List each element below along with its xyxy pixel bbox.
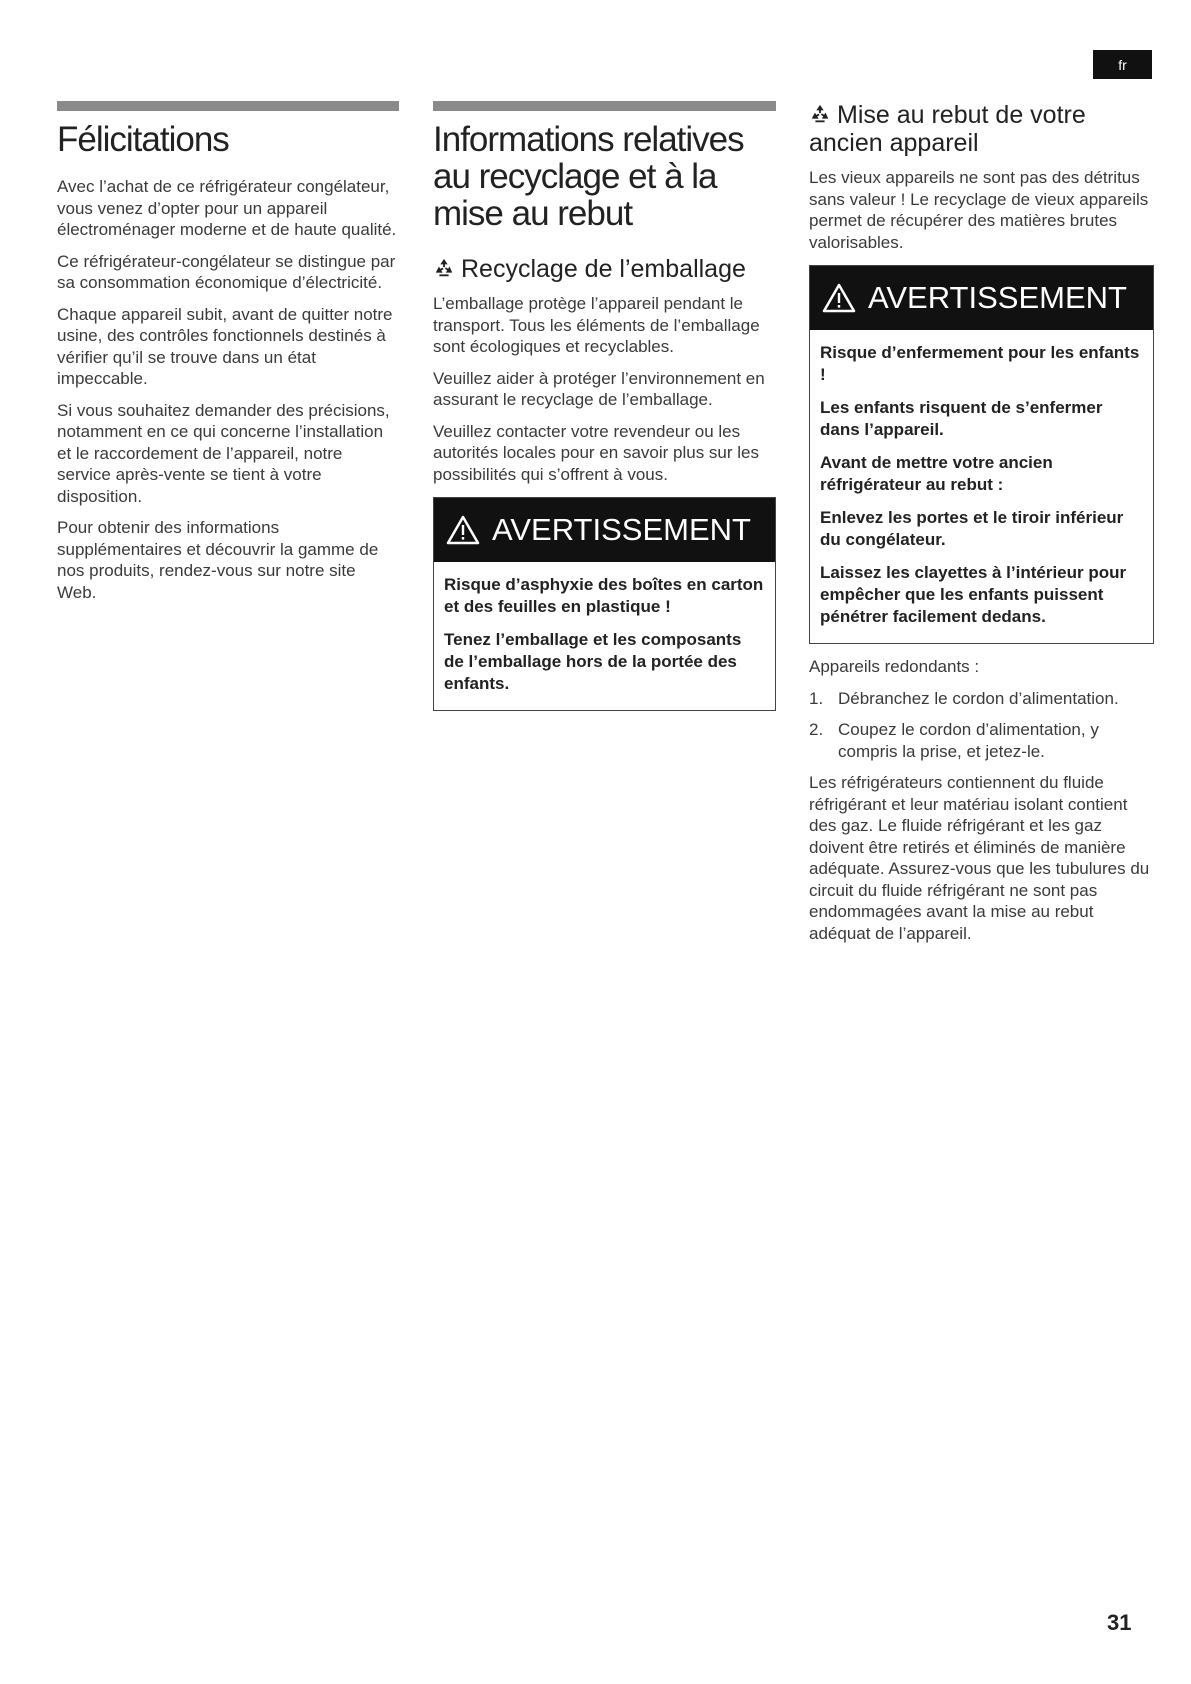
recycle-icon (809, 103, 831, 125)
warning-line: Les enfants risquent de s’enfermer dans l’appareil. (820, 398, 1103, 439)
warning-triangle-icon (446, 515, 480, 545)
warning-line: Risque d’enfermement pour les enfants ! (820, 343, 1140, 384)
step-text: Débranchez le cordon d’alimentation. (838, 688, 1119, 708)
felicitations-heading: Félicitations (57, 120, 229, 159)
paragraph: Ce réfrigérateur-congélateur se distingue par sa consommation économique d’électricité. (57, 251, 396, 292)
warning-label: AVERTISSEMENT (868, 280, 1127, 315)
recycling-heading: Informations relatives au recyclage et à la mise au rebut (433, 120, 744, 233)
warning-triangle-icon (822, 283, 856, 313)
recycle-icon (433, 257, 455, 279)
disposal-body (809, 101, 1154, 954)
packaging-recycling-heading (433, 255, 776, 283)
recycling-body (433, 255, 776, 723)
language-badge: fr (1093, 50, 1152, 79)
warning-text (434, 562, 775, 710)
old-appliance-disposal-heading (809, 101, 1154, 157)
warning-text (810, 330, 1153, 643)
paragraph: Les vieux appareils ne sont pas des détritus sans valeur ! Le recyclage de vieux appareils permet de récupérer des matières brutes valorisables. (809, 168, 1149, 252)
step-number: 1. (809, 688, 824, 708)
warning-line: Risque d’asphyxie des boîtes en carton et des feuilles en plastique ! (444, 575, 764, 616)
step-text: Coupez le cordon d’alimentation, y compris la prise, et jetez-le. (838, 720, 1099, 761)
paragraph: Avec l’achat de ce réfrigérateur congélateur, vous venez d’opter pour un appareil électroménager moderne et de haute qualité. (57, 177, 397, 239)
page-number: 31 (1107, 1610, 1132, 1635)
paragraph: Veuillez contacter votre revendeur ou les autorités locales pour en savoir plus sur les possibilités qui s’offrent à vous. (433, 421, 759, 484)
warning-line: Avant de mettre votre ancien réfrigérateur au rebut : (820, 453, 1053, 494)
paragraph: Les réfrigérateurs contiennent du fluide réfrigérant et leur matériau isolant contient des gaz. Le fluide réfrigérant et les gaz doivent être retirés et éliminés de manière adéquate. Assurez-vous que les tubulures du circuit du fluide réfrigérant ne sont pas endommagées avant la mise au rebut adéquat de l’appareil. (809, 773, 1150, 943)
list-item (809, 688, 1154, 710)
section-rule (433, 101, 776, 111)
paragraph: Veuillez aider à protéger l’environnement en assurant le recyclage de l’emballage. (433, 368, 765, 409)
paragraph: Pour obtenir des informations supplémentaires et découvrir la gamme de nos produits, rendez-vous sur notre site Web. (57, 518, 379, 602)
warning-header (810, 266, 1153, 330)
paragraph: Si vous souhaitez demander des précisions, notamment en ce qui concerne l’installation et le raccordement de l’appareil, notre service après-vente se tient à votre disposition. (57, 400, 390, 506)
list-intro: Appareils redondants : (809, 657, 980, 676)
warning-box (433, 497, 776, 711)
section-title: Recyclage de l’emballage (461, 255, 746, 283)
section-rule (57, 101, 399, 111)
paragraph: Chaque appareil subit, avant de quitter notre usine, des contrôles fonctionnels destinés à vérifier qu’il se trouve dans un état impeccable. (57, 304, 393, 388)
step-number: 2. (809, 720, 824, 739)
felicitations-body (57, 176, 399, 613)
warning-line: Enlevez les portes et le tiroir inférieur du congélateur. (820, 508, 1124, 549)
disposal-steps (809, 688, 1154, 763)
paragraph: L’emballage protège l’appareil pendant le transport. Tous les éléments de l’emballage sont écologiques et recyclables. (433, 294, 760, 356)
warning-header (434, 498, 775, 562)
list-item (809, 719, 1154, 762)
warning-label: AVERTISSEMENT (492, 512, 751, 547)
warning-box (809, 265, 1154, 644)
section-title: Mise au rebut de votre ancien appareil (809, 101, 1086, 157)
warning-line: Tenez l’emballage et les composants de l’emballage hors de la portée des enfants. (444, 630, 742, 693)
warning-line: Laissez les clayettes à l’intérieur pour empêcher que les enfants puissent pénétrer facilement dedans. (820, 563, 1127, 626)
